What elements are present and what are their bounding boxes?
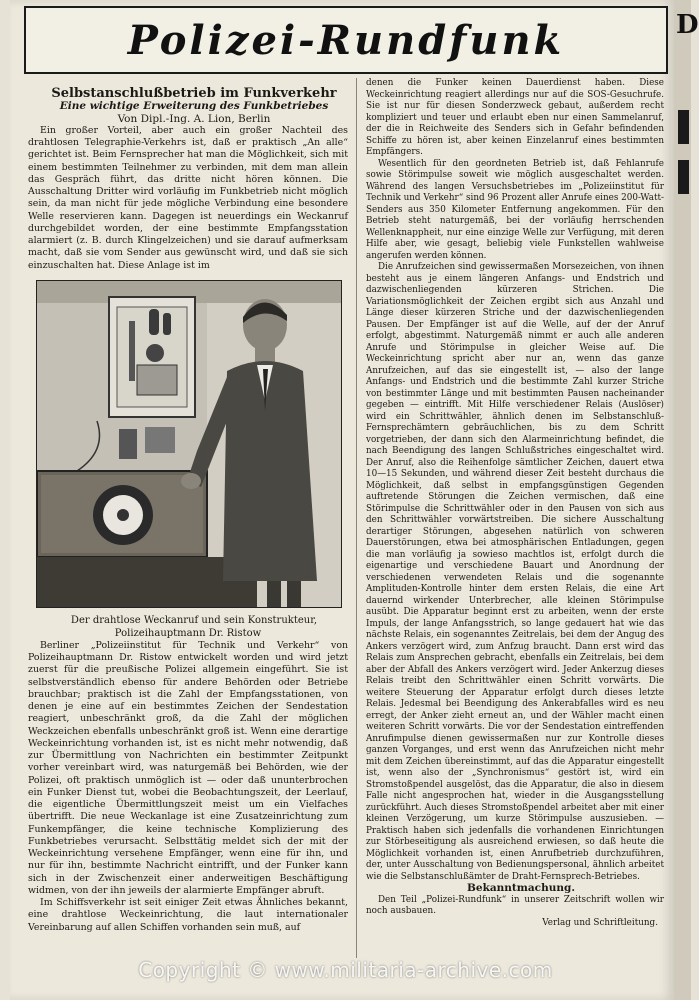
right-paragraph-3: Die Anrufzeichen sind gewissermaßen Morsezeichen, von ihnen besteht aus je einem längeren Anfangs- und Endstrich und dazwischenliegenden kürzeren Strichen. Die Variationsmöglichkeit der Zeichen ergibt sich aus Anzahl und Länge dieser kürzeren Striche und der dazwischenliegenden Pausen. Der Empfänger ist auf die Welle, auf der der Anruf erfolgt, abgestimmt. Naturgemäß nimmt er auch alle anderen Anrufe und Störimpulse in gleicher Weise auf. Die Weckeinrichtung spricht aber nur an, wenn das ganze Anrufzeichen, auf das sie eingestellt ist, — also der lange Anfangs- und Endstrich und die bestimmte Zahl kurzer Striche von bestimmter Länge und mit bestimmten Pausen nacheinander gegeben — eintrifft. Mit Hilfe verschiedener Relais (Auslöser) wird ein Schrittwähler, ähnlich denen im Selbstanschluß-Fernsprechämtern gebräuchlichen, bis zu dem Schritt vorgetrieben, der dann sich den Alarmeinrichtung befindet, die nach Beendigung des langen Schlußstriches eingeschaltet wird. Der Anruf, also die Reihenfolge sämtlicher Zeichen, dauert etwa 10—15 Sekunden, und während dieser Zeit besteht durchaus die Möglichkeit, daß selbst in empfangsgünstigen Gegenden auftretende Störungen die Zeichen vermischen, daß eine Störimpulse die Schrittwähler oder in den Pausen von sich aus den Schrittwähler vorwärtstreiben. Die sichere Ausschaltung derartiger Störungen, abgesehen natürlich von schweren Dauerstörungen, etwa bei atmosphärischen Entladungen, gegen die man vorläufig ja sowieso machtlos ist, erfolgt durch die eigenartige und verschiedene Bauart und Anordnung der verschiedenen verwendeten Relais und die sogenannte Amplituden-Kontrolle hinter dem ersten Relais, die eine Art dauernd wirkender Unterbrecher, alle kleinen Störimpulse ausübt. Die Apparatur beginnt erst zu arbeiten, wenn der erste Impuls, der lange Anfangsstrich, so lange gedauert hat wie das nächste Relais, ein sogenanntes Zeitrelais, bei dem der Angug des Ankers verzögert wird, zum Anfzug braucht. Dann erst wird das Relais zum Ansprechen gebracht, ebenfalls ein Zeitrelais, bei dem aber der Abfall des Ankers verzögert wird. Jeder Ankerzug dieses Relais treibt den Schrittwähler einen Schritt vorwärts. Die weitere Steuerung der Apparatur erfolgt durch dieses letzte Relais. Jedesmal bei Beendigung des Ankerabfalles wird es neu erregt, der Anker zieht erneut an, und der Wähler macht einen weiteren Schritt vorwärts. Die vor der Sendestation eintreffenden Anrufimpulse dienen gewissermaßen nur zur Kontrolle dieses ganzen Vorganges, und erst wenn das Anrufzeichen nicht mehr mit dem Zeichen übereinstimmt, auf das die Apparatur eingestellt ist, wenn also der „Synchronismus“ gestört ist, wird ein Stromstoßpendel ausgelöst, das die Apparatur, die also in diesem Falle nicht angesprochen hat, wieder in die Ausgangsstellung zurückführt. Auch dieses Stromstoßpendel arbeitet aber mit einer kleinen Verzögerung, um kurze Störimpulse auszusieben. — Praktisch haben sich jedenfalls die vorhandenen Einrichtungen zur Störbeseitigung als ausreichend erwiesen, so daß heute die Möglichkeit vorhanden ist, einen Anrufbetrieb durchzuführen, der, unter Ausschaltung von Bedienungspersonal, ähnlich arbeitet wie die Selbstanschlußämter de Draht-Fernsprech-Betriebes. [366, 262, 664, 882]
announcement-signature: Verlag und Schriftleitung. [542, 917, 658, 928]
article-subtitle: Eine wichtige Erweiterung des Funkbetriebes [59, 100, 329, 113]
photo-constructor-with-device [36, 280, 342, 608]
masthead-title: Polizei-Rundfunk [127, 16, 565, 64]
article-paragraph-2: Berliner „Polizeiinstitut für Technik und Verkehr“ von Polizeihauptmann Dr. Ristow entwickelt worden und wird jetzt zuerst für die preußische Polizei allgemein eingeführt. Sie ist selbstverständlich ebenso für andere Behörden oder Betriebe brauchbar; praktisch ist die Zahl der Empfangsstationen, von denen je eine auf ein bestimmtes Zeichen der Sendestation reagiert, unbeschränkt groß, da die Zahl der möglichen Weckzeichen ebenfalls unbeschränkt groß ist. Wenn eine derartige Weckeinrichtung vorhanden ist, ist es nicht mehr notwendig, daß zur Übermittlung von Nachrichten ein bestimmter Zeitpunkt vorher vereinbart wird, was naturgemäß bei Behörden, wie der Polizei, oft praktisch unmöglich ist — oder daß ununterbrochen ein Funker Dienst tut, wobei die Beobachtungszeit, der Leerlauf, die eigentliche Übermittlungszeit meist um ein Vielfaches übertrifft. Die neue Weckanlage ist eine Zusatzeinrichtung zum Funkempfänger, die keine technische Komplizierung des Funkbetriebes verursacht. Selbsttätig meldet sich der mit der Weckeinrichtung versehene Empfänger, wenn eine für ihn, und nur für ihn, bestimmte Nachricht eintrifft, und der Funker kann sich in der Zwischenzeit einer anderweitigen Beschäftigung widmen, von der ihn jeweils der alarmierte Empfänger abruft. [28, 639, 348, 896]
article-author: Von Dipl.-Ing. A. Lion, Berlin [117, 112, 271, 125]
article-intro: Ein großer Vorteil, aber auch ein großer Nachteil des drahtlosen Telegraphie-Verkehrs ist, daß er praktisch „An alle“ gerichtet ist. Beim Fernsprecher hat man die Möglichkeit, sich mit einem bestimmten Teilnehmer zu verbinden, mit dem man allein das Gespräch führt, das dritte nicht hören können. Die Ausschaltung Dritter wird vorläufig im Funkbetrieb nicht möglich sein, da man nicht für jede mögliche Verbindung eine besondere Welle reservieren kann. Dagegen ist neuerdings ein Weckanruf durchgebildet worden, der eine bestimmte Empfangsstation alarmiert (z. B. durch Klingelzeichen) und sie darauf aufmerksam macht, daß sie vom Sender aus gewünscht wird, und daß sie sich einzuschalten hat. Diese Anlage ist im [28, 124, 348, 271]
article-title: Selbstanschlußbetrieb im Funkverkehr [51, 86, 337, 101]
right-column [366, 78, 664, 929]
edge-block [678, 110, 689, 144]
adjacent-page-glyph: D [676, 10, 699, 40]
photo-illustration [37, 281, 341, 607]
announcement-text: Den Teil „Polizei-Rundfunk“ in unserer Zeitschrift wollen wir noch ausbauen. [366, 894, 664, 916]
adjacent-page-edge [674, 0, 699, 1000]
copyright-watermark: Copyright © www.militaria-archive.com [138, 958, 553, 982]
left-column [28, 88, 348, 934]
article-paragraph-3: Im Schiffsverkehr ist seit einiger Zeit etwas Ähnliches bekannt, eine drahtlose Weckeinrichtung, die laut internationaler Vereinbarung auf allen Schiffen vorhanden sein muß, auf [28, 897, 348, 933]
right-paragraph-2: Wesentlich für den geordneten Betrieb ist, daß Fehlanrufe sowie Störimpulse soweit wie möglich ausgeschaltet werden. Während des langen Versuchsbetriebes im „Polizeiinstitut für Technik und Verkehr“ sind 96 Prozent aller Anrufe eines 200-Watt-Senders aus 350 Kilometer Entfernung angekommen. Für den Betrieb steht naturgemäß, bei der vorläufig herrschenden Wellenknappheit, nur eine einzige Welle zur Verfügung, mit deren Hilfe aber, wie gesagt, beliebig viele Funkstellen wahlweise angerufen werden können. [366, 158, 664, 261]
edge-block [678, 160, 689, 194]
column-divider [356, 78, 357, 958]
photo-caption: Der drahtlose Weckanruf und sein Konstrukteur, Polizeihauptmann Dr. Ristow [70, 614, 318, 639]
right-paragraph-1: denen die Funker keinen Dauerdienst haben. Diese Weckeinrichtung reagiert allerdings nur auf die SOS-Gesuchrufe. Sie ist nur für diesen Sonderzweck gebaut, außerdem recht kompliziert und teuer und erlaubt eben nur einen Sammelanruf, der die in Reichweite des Senders sich in Gefahr befindenden Schiffe zu hören ist, aber keinen Einzelanruf eines bestimmten Empfängers. [366, 78, 664, 157]
announcement-title: Bekanntmachung. [467, 882, 575, 894]
masthead [24, 6, 668, 74]
